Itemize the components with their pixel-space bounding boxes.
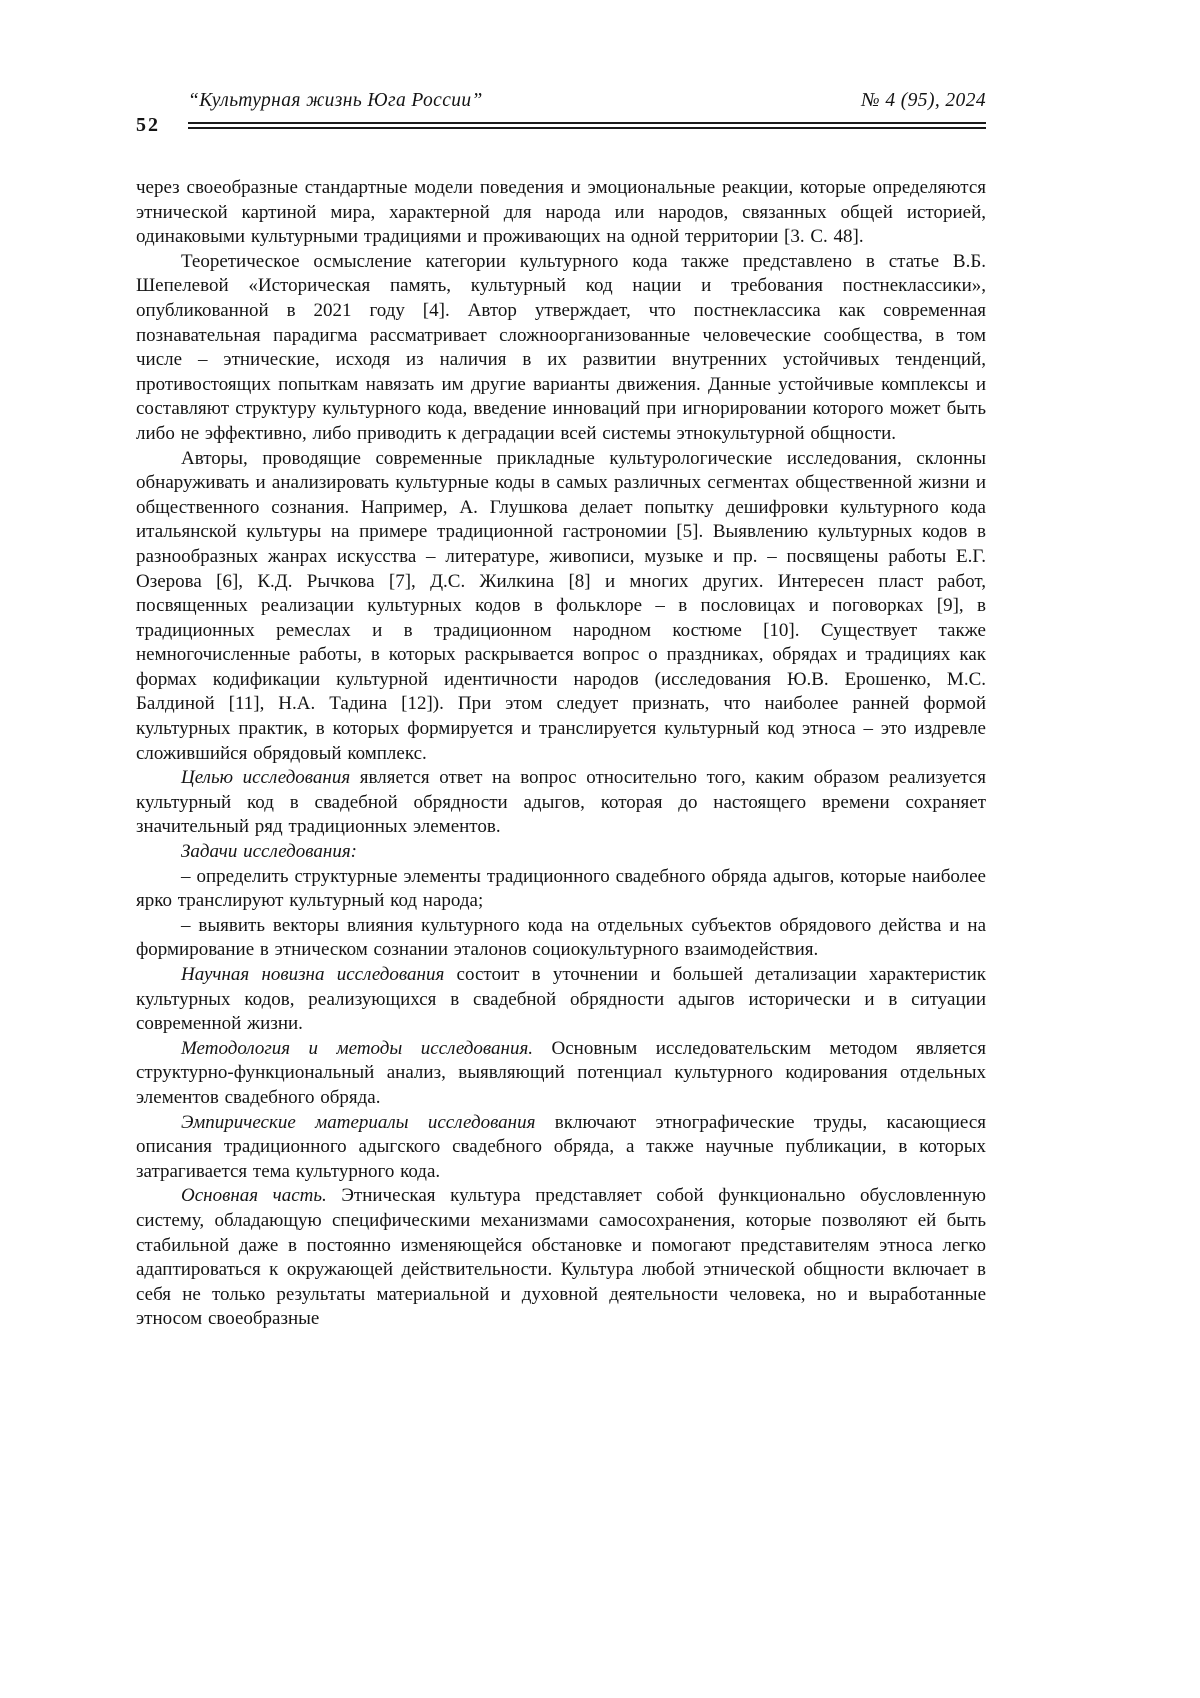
text-run: через своеобразные стандартные модели поведения и эмоциональные реакции, которые определяются этнической картиной мира, характерной для народа или народов, связанных общей историей, одинаковыми культурными традициями и проживающих на одной территории [3. С. 48]. (136, 177, 986, 248)
paragraph (136, 176, 986, 250)
paragraph (136, 1111, 986, 1185)
issue-info: № 4 (95), 2024 (861, 90, 986, 111)
paragraph (136, 963, 986, 1037)
text-run: Теоретическое осмысление категории культурного кода также представлено в статье В.Б. Шепелевой «Историческая память, культурный код нации и требования постнеклассики», опубликованной в 2021 году [4]. Автор утверждает, что постнеклассика как современная познавательная парадигма рассматривает сложноорганизованные человеческие сообщества, в том числе – этнические, исходя из наличия в их развитии внутренних устойчивых тенденций, противостоящих попыткам навязать им другие варианты движения. Данные устойчивые комплексы и составляют структуру культурного кода, введение инноваций при игнорировании которого может быть либо не эффективно, либо приводить к деградации всей системы этнокультурной общности. (136, 250, 986, 444)
text-run: является ответ на вопрос относительно того, каким образом реализуется культурный код в свадебной обрядности адыгов, которая до настоящего времени сохраняет значительный ряд традиционных элементов. (136, 767, 986, 838)
page-number: 52 (136, 113, 160, 136)
paragraph (136, 1037, 986, 1111)
text-run: Основным исследовательским методом является структурно-функциональный анализ, выявляющий потенциал культурного кодирования отдельных элементов свадебного обряда. (136, 1037, 986, 1108)
text-run: состоит в уточнении и большей детализации характеристик культурных кодов, реализующихся в свадебной обрядности адыгов исторически и в ситуации современной жизни. (136, 964, 987, 1035)
paragraph (136, 447, 986, 767)
paragraph (136, 250, 986, 447)
article-body (136, 176, 986, 1332)
header-rule (188, 122, 986, 129)
journal-title: “Культурная жизнь Юга России” (188, 90, 483, 111)
italic-run: Научная новизна исследования (181, 964, 445, 985)
text-run: Авторы, проводящие современные прикладные культурологические исследования, склонны обнаруживать и анализировать культурные коды в самых различных сегментах общественной жизни и общественного сознания. Например, А. Глушкова делает попытку дешифровки культурного кода итальянской культуры на примере традиционной гастрономии [5]. Выявлению культурных кодов в разнообразных жанрах искусства – литературе, живописи, музыке и пр. – посвящены работы Е.Г. Озерова [6], К.Д. Рычкова [7], Д.С. Жилкина [8] и многих других. Интересен пласт работ, посвященных реализации культурных кодов в фольклоре – в пословицах и поговорках [9], в традиционных ремеслах и в традиционном народном костюме [10]. Существует также немногочисленные работы, в которых раскрывается вопрос о праздниках, обрядах и традициях как формах кодификации культурной идентичности народов (исследования Ю.В. Ерошенко, М.С. Балдиной [11], Н.А. Тадина [12]). При этом следует признать, что наиболее ранней формой культурных практик, в которых формируется и транслируется культурный код этноса – это издревле сложившийся обрядовый комплекс. (136, 447, 986, 764)
text-run: – определить структурные элементы традиционного свадебного обряда адыгов, которые наиболее ярко транслируют культурный код народа; (136, 865, 986, 912)
italic-run: Целью исследования (181, 767, 351, 789)
paragraph (136, 766, 986, 840)
italic-run: Эмпирические материалы исследования (181, 1111, 536, 1133)
text-run: – выявить векторы влияния культурного кода на отдельных субъектов обрядового действа и на формирование в этническом сознании эталонов социокультурного взаимодействия. (136, 914, 986, 961)
paragraph (136, 1184, 986, 1332)
paragraph (136, 865, 986, 914)
text-run: включают этнографические труды, касающиеся описания традиционного адыгского свадебного обряда, а также научные публикации, в которых затрагивается тема культурного кода. (136, 1111, 986, 1182)
running-head (136, 90, 986, 136)
paragraph (136, 914, 986, 963)
text-run: Этническая культура представляет собой функционально обусловленную систему, обладающую специфическими механизмами самосохранения, которые позволяют ей быть стабильной даже в постоянно изменяющейся обстановке и помогают представителям этноса легко адаптироваться к окружающей действительности. Культура любой этнической общности включает в себя не только результаты материальной и духовной деятельности человека, но и выработанные этносом своеобразные (136, 1185, 986, 1330)
italic-run: Основная часть. (181, 1185, 327, 1207)
paragraph (136, 840, 986, 865)
italic-run: Методология и методы исследования. (181, 1037, 534, 1059)
italic-run: Задачи исследования: (181, 841, 357, 863)
